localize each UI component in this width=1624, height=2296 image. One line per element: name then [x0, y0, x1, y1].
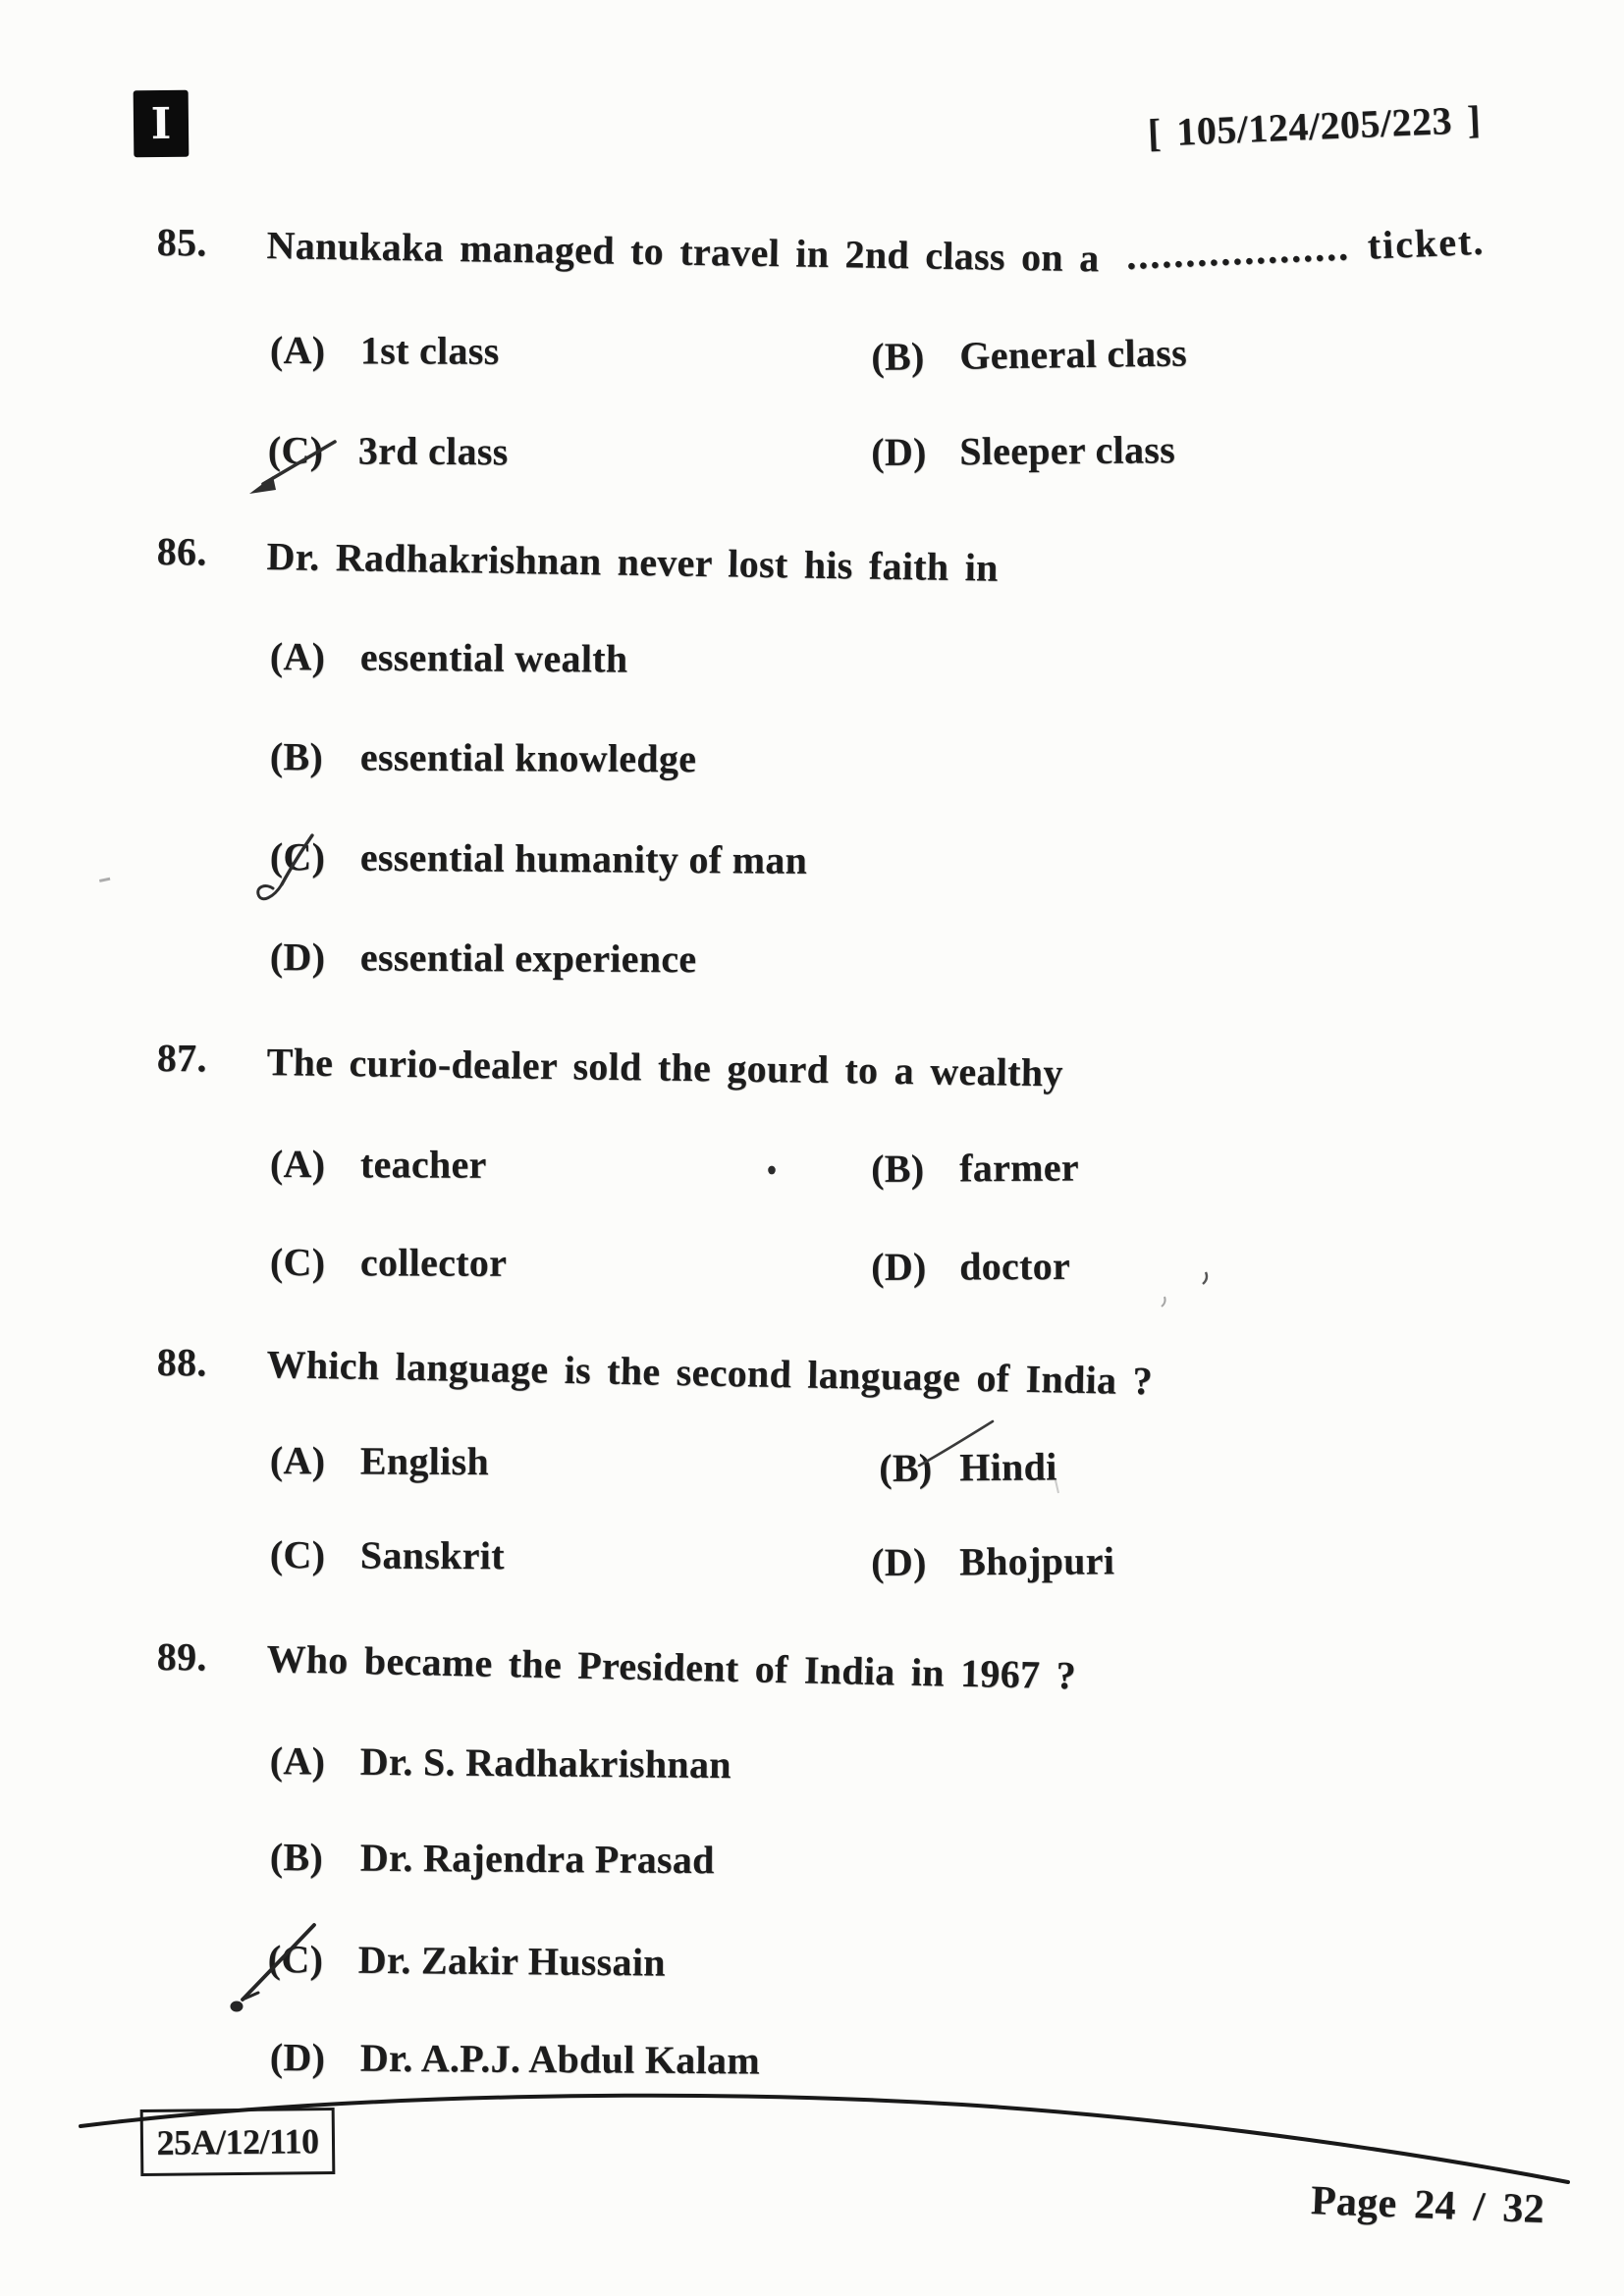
- question-88-option-b: [879, 1443, 1057, 1491]
- option-text: Sanskrit: [359, 1532, 505, 1578]
- question-86-stem: Dr. Radhakrishnan never lost his faith in: [266, 533, 1000, 590]
- option-text: Hindi: [959, 1444, 1057, 1490]
- option-text: Dr. S. Radhakrishnan: [359, 1738, 731, 1788]
- speck-q87-row: [768, 1166, 776, 1175]
- question-89-option-d: [270, 2034, 760, 2083]
- question-88-option-c: [270, 1531, 505, 1578]
- question-88-stem: Which language is the second language of India ?: [266, 1341, 1154, 1404]
- header-booklet-codes: [ 105/124/205/223 ]: [1147, 96, 1483, 155]
- option-letter: (C): [267, 428, 324, 473]
- question-89-option-b: [270, 1834, 715, 1883]
- option-text: essential wealth: [359, 634, 628, 681]
- option-text: essential knowledge: [359, 734, 697, 781]
- question-85-option-d: [871, 426, 1175, 475]
- question-86-option-a: [270, 633, 628, 682]
- question-89-option-a: [270, 1737, 731, 1788]
- option-letter: (C): [269, 1240, 326, 1285]
- question-85-option-c: [268, 427, 509, 474]
- option-text: farmer: [959, 1145, 1080, 1191]
- option-letter: (A): [269, 634, 326, 679]
- option-letter: (C): [269, 1532, 326, 1577]
- question-85-option-b: [871, 330, 1187, 380]
- option-text: Dr. Zakir Hussain: [357, 1937, 666, 1985]
- question-87-option-d: [871, 1243, 1070, 1290]
- option-text: 3rd class: [357, 428, 509, 474]
- footer-code: 25A/12/110: [156, 2121, 319, 2163]
- question-89-number: 89.: [156, 1634, 207, 1680]
- question-86-number: 86.: [156, 528, 207, 574]
- question-87-option-b: [871, 1145, 1079, 1192]
- option-letter: (C): [269, 834, 326, 880]
- question-86-option-b: [270, 733, 697, 781]
- option-text: General class: [959, 330, 1188, 378]
- section-marker-label: I: [150, 98, 172, 149]
- option-text: 1st class: [359, 328, 500, 373]
- option-text: teacher: [359, 1142, 487, 1187]
- question-89-stem: Who became the President of India in 1967 ?: [266, 1635, 1077, 1698]
- option-letter: (D): [871, 1539, 927, 1584]
- question-87-number: 87.: [156, 1036, 207, 1081]
- option-letter: (D): [269, 2035, 326, 2080]
- option-letter: (B): [871, 1146, 925, 1191]
- option-text: Dr. A.P.J. Abdul Kalam: [359, 2035, 761, 2083]
- option-text: Dr. Rajendra Prasad: [359, 1835, 715, 1883]
- option-letter: (B): [269, 734, 324, 779]
- option-letter: (D): [871, 1244, 927, 1289]
- question-88-option-d: [871, 1537, 1114, 1585]
- option-letter: (B): [269, 1835, 324, 1880]
- question-89-option-c: [268, 1936, 666, 1986]
- question-85-option-a: [270, 327, 500, 374]
- page-indicator: Page 24 / 32: [1310, 2177, 1545, 2233]
- question-85-stem: Nanukaka managed to travel in 2nd class on a: [266, 222, 1100, 281]
- question-87-option-a: [270, 1141, 487, 1188]
- footer-code-box: [140, 2108, 336, 2176]
- option-text: essential humanity of man: [359, 834, 808, 882]
- option-letter: (D): [269, 934, 326, 980]
- section-marker-box: [134, 90, 189, 158]
- option-letter: (A): [269, 1438, 326, 1483]
- question-86-option-c: [270, 833, 808, 883]
- question-86-option-d: [270, 934, 697, 982]
- option-text: Bhojpuri: [959, 1538, 1115, 1584]
- question-87-stem: The curio-dealer sold the gourd to a wealthy: [266, 1039, 1064, 1095]
- question-85-number: 85.: [156, 219, 207, 265]
- question-87-option-c: [270, 1239, 507, 1286]
- question-88-option-a: [270, 1437, 489, 1484]
- option-text: doctor: [959, 1243, 1071, 1289]
- speck-left-margin: [99, 878, 110, 882]
- speck-q87-comma: [1203, 1272, 1207, 1284]
- option-text: Sleeper class: [959, 427, 1176, 474]
- option-letter: (A): [269, 1142, 326, 1187]
- option-letter: (A): [269, 1738, 326, 1784]
- option-text: English: [359, 1438, 490, 1484]
- option-letter: (B): [879, 1445, 933, 1490]
- question-85-stem-blank: ................... ticket.: [1125, 218, 1487, 278]
- option-text: essential experience: [359, 934, 697, 982]
- speck-q87-comma-2: [1162, 1297, 1165, 1307]
- option-letter: (B): [871, 334, 925, 379]
- option-letter: (D): [871, 429, 927, 474]
- option-letter: (C): [267, 1937, 324, 1982]
- option-letter: (A): [269, 328, 326, 373]
- question-88-number: 88.: [156, 1340, 207, 1385]
- option-text: collector: [359, 1240, 508, 1285]
